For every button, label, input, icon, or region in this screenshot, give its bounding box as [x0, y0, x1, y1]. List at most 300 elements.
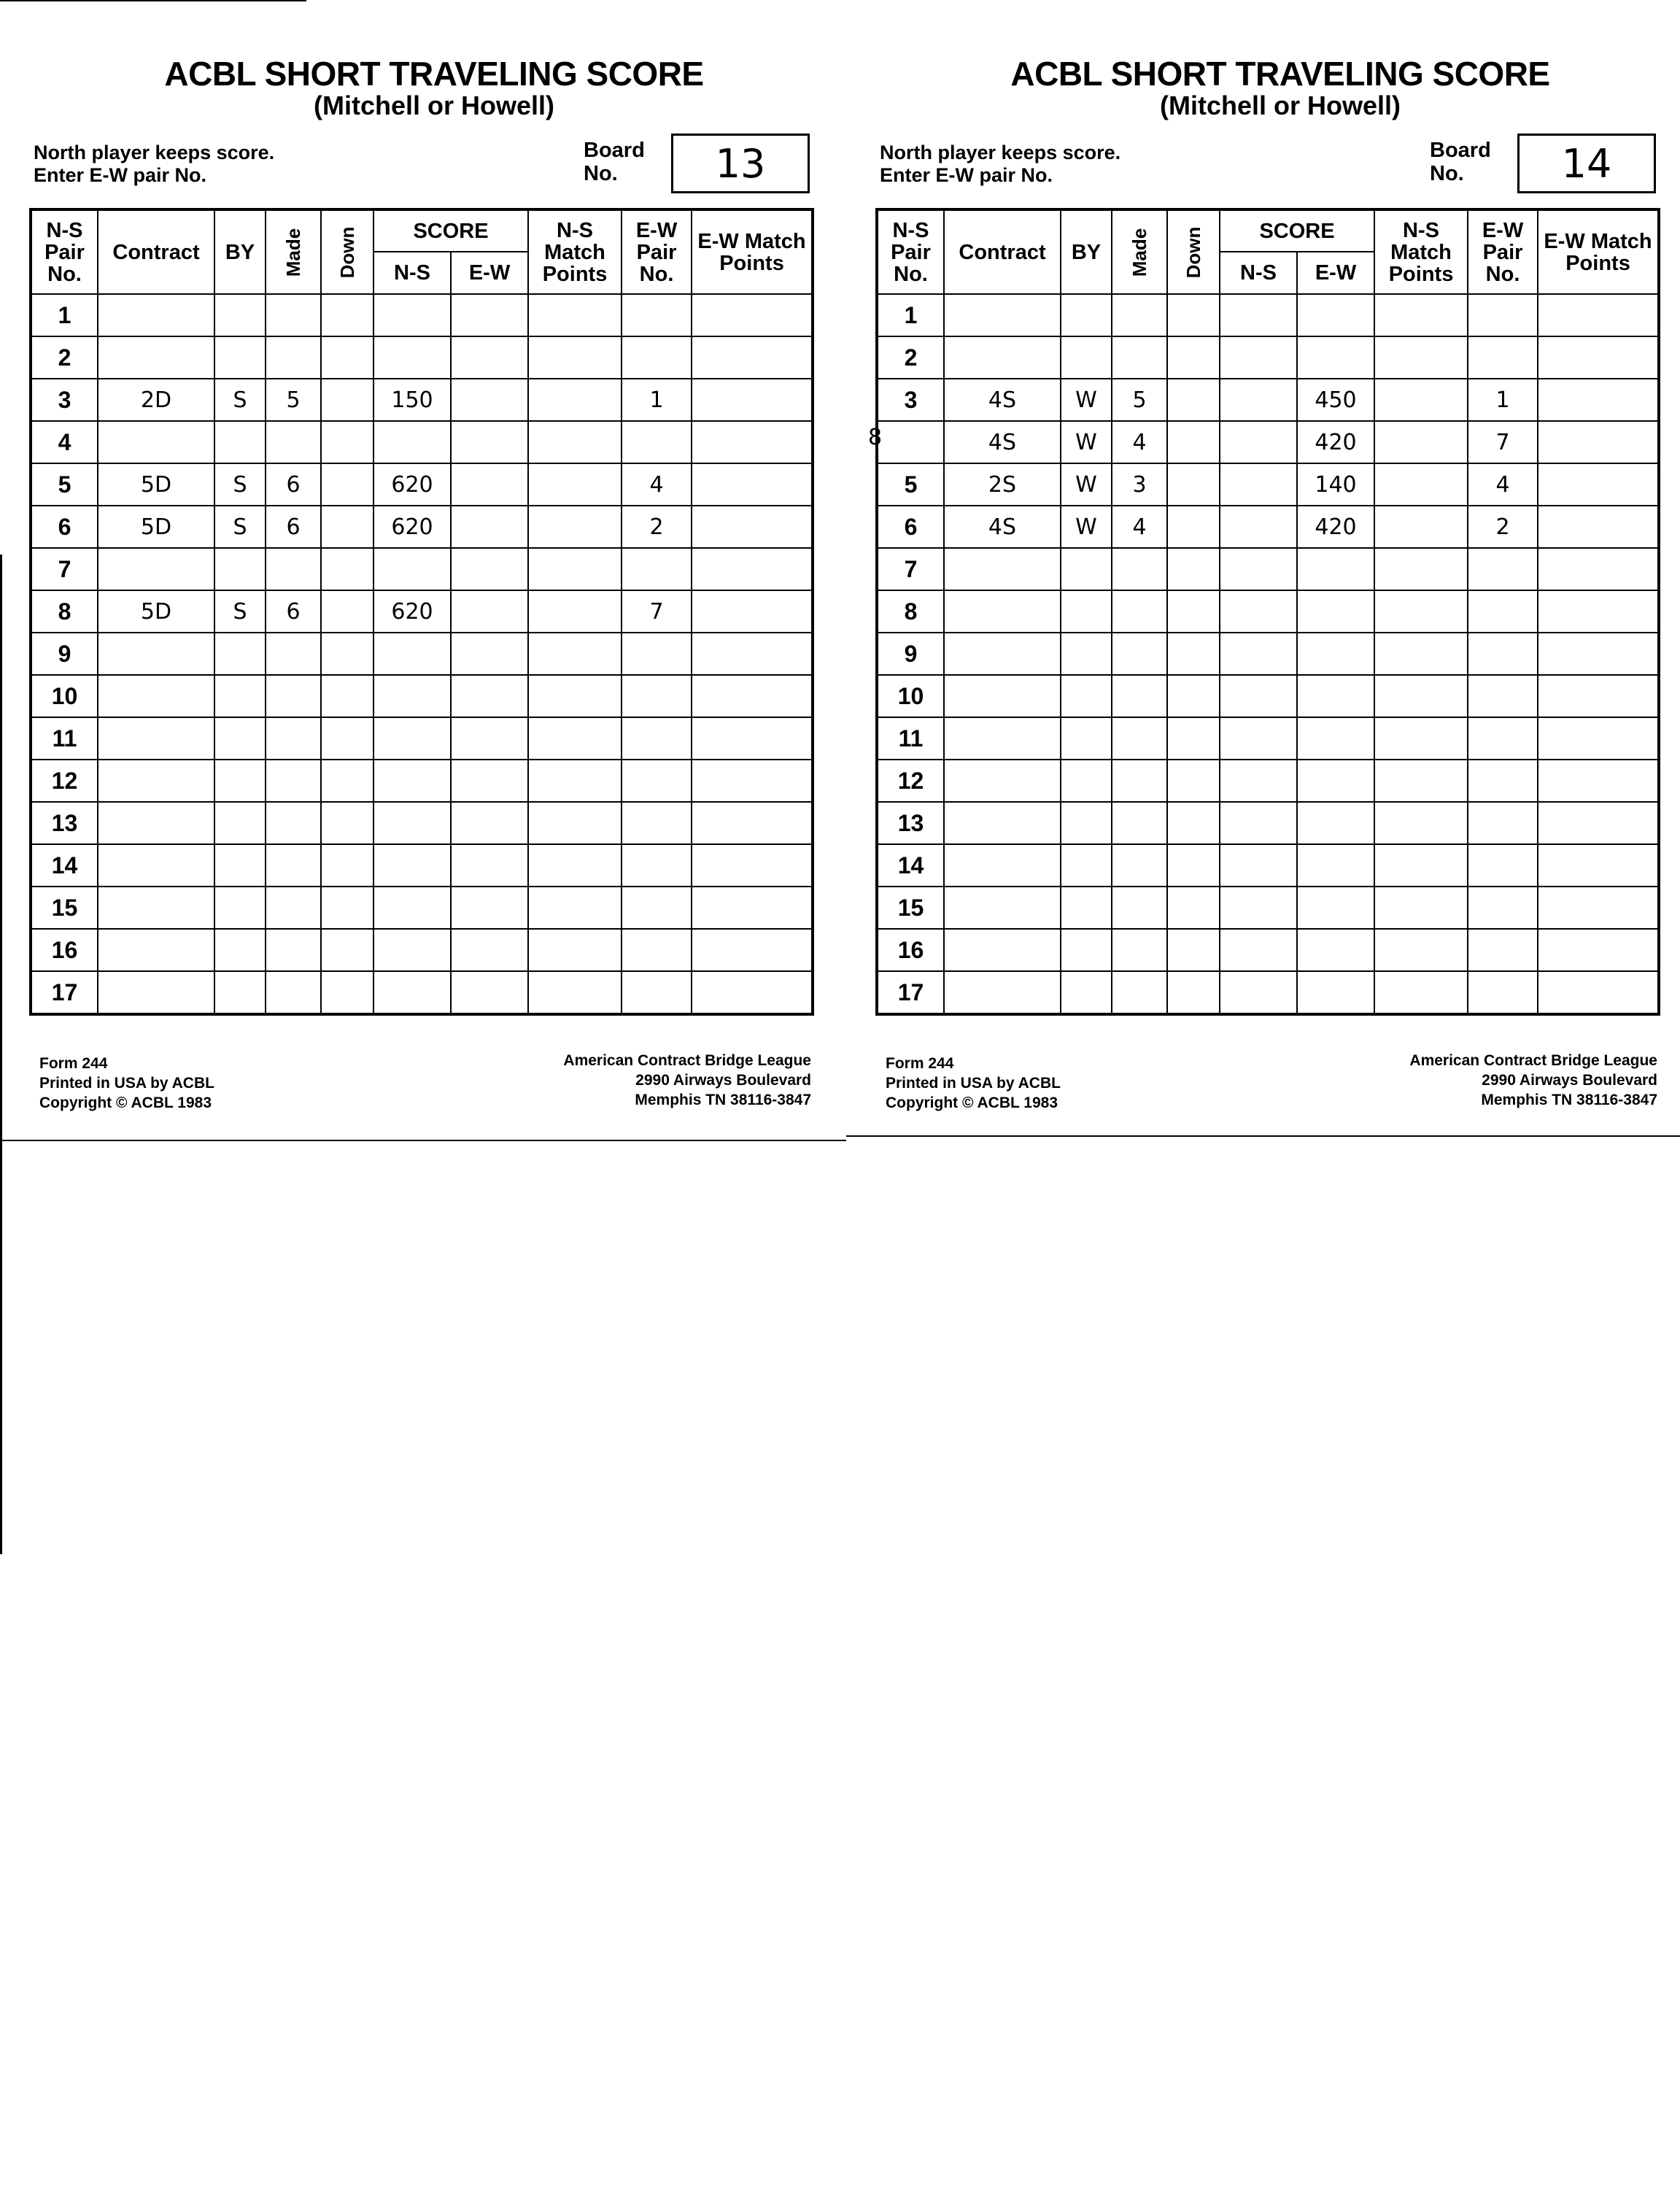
ew-pair-cell	[1468, 760, 1538, 802]
pair-number-cell: 10	[31, 675, 98, 717]
ns-match-points-cell	[528, 421, 622, 463]
contract-cell	[98, 971, 214, 1014]
declarer-cell	[1061, 802, 1112, 844]
form-number: Form 244	[886, 1055, 954, 1072]
pair-number-cell: 6	[31, 506, 98, 548]
declarer-cell	[214, 336, 266, 379]
made-cell	[1112, 717, 1167, 760]
made-cell	[1112, 548, 1167, 590]
declarer-cell: S	[214, 590, 266, 633]
ew-score-cell	[451, 548, 528, 590]
ew-pair-cell	[622, 844, 692, 887]
ns-match-points-cell	[1374, 929, 1468, 971]
header-score-ew: E-W	[451, 252, 528, 294]
ns-match-points-cell	[1374, 844, 1468, 887]
ns-score-cell	[373, 802, 451, 844]
table-row	[877, 590, 1659, 633]
ew-score-cell	[451, 336, 528, 379]
table-row	[877, 379, 1659, 421]
table-row	[877, 294, 1659, 336]
made-cell	[1112, 844, 1167, 887]
down-cell	[1167, 971, 1220, 1014]
publisher-street: 2990 Airways Boulevard	[635, 1072, 811, 1089]
declarer-cell	[1061, 294, 1112, 336]
contract-cell: 4S	[944, 421, 1061, 463]
ew-match-points-cell	[692, 336, 813, 379]
declarer-cell	[214, 717, 266, 760]
pair-number-cell: 2	[31, 336, 98, 379]
pair-number-cell: 16	[877, 929, 944, 971]
made-cell	[266, 633, 321, 675]
header-down	[1167, 209, 1220, 294]
ew-score-cell	[451, 971, 528, 1014]
ns-match-points-cell	[1374, 590, 1468, 633]
score-table	[875, 208, 1660, 1016]
pair-number-cell: 10	[877, 675, 944, 717]
contract-cell	[98, 675, 214, 717]
table-row	[877, 929, 1659, 971]
ew-pair-cell	[1468, 717, 1538, 760]
made-cell	[266, 802, 321, 844]
pair-number-cell: 3	[31, 379, 98, 421]
ns-score-cell	[1220, 971, 1297, 1014]
ns-score-cell	[373, 887, 451, 929]
contract-cell	[98, 421, 214, 463]
ew-match-points-cell	[1538, 506, 1659, 548]
score-card-board-14	[868, 0, 1680, 1138]
down-cell	[321, 929, 373, 971]
ew-match-points-cell	[1538, 421, 1659, 463]
board-number-box: 14	[1517, 134, 1656, 193]
pair-number-cell: 1	[877, 294, 944, 336]
publisher-name: American Contract Bridge League	[1409, 1052, 1657, 1069]
declarer-cell	[214, 929, 266, 971]
ew-match-points-cell	[692, 548, 813, 590]
table-row	[877, 844, 1659, 887]
ew-pair-cell	[622, 421, 692, 463]
ns-score-cell	[1220, 760, 1297, 802]
contract-cell: 2S	[944, 463, 1061, 506]
declarer-cell: W	[1061, 421, 1112, 463]
made-cell	[1112, 294, 1167, 336]
ns-match-points-cell	[528, 463, 622, 506]
ew-match-points-cell	[1538, 294, 1659, 336]
left-edge-line	[0, 555, 2, 1554]
ns-score-cell	[1220, 887, 1297, 929]
ew-score-cell	[1297, 717, 1374, 760]
down-cell	[1167, 379, 1220, 421]
ew-pair-cell	[622, 294, 692, 336]
card-subtitle: (Mitchell or Howell)	[1159, 90, 1401, 120]
made-cell	[266, 548, 321, 590]
ns-score-cell	[1220, 506, 1297, 548]
ew-score-cell	[451, 463, 528, 506]
ns-match-points-cell	[1374, 971, 1468, 1014]
ew-pair-cell: 2	[1468, 506, 1538, 548]
card-subtitle: (Mitchell or Howell)	[313, 90, 554, 120]
publisher-street: 2990 Airways Boulevard	[1482, 1072, 1657, 1089]
ns-score-cell	[1220, 421, 1297, 463]
down-cell	[321, 548, 373, 590]
header-ew-pair: E-W Pair No.	[622, 209, 692, 294]
declarer-cell	[1061, 590, 1112, 633]
ew-score-cell	[451, 675, 528, 717]
contract-cell	[944, 590, 1061, 633]
ew-pair-cell	[622, 802, 692, 844]
ew-score-cell	[1297, 294, 1374, 336]
declarer-cell	[214, 548, 266, 590]
pair-number-cell: 6	[877, 506, 944, 548]
instructions	[34, 142, 274, 187]
ew-score-cell	[451, 887, 528, 929]
made-cell	[1112, 760, 1167, 802]
ns-match-points-cell	[1374, 633, 1468, 675]
ns-score-cell: 620	[373, 590, 451, 633]
ew-pair-cell: 1	[622, 379, 692, 421]
ew-pair-cell	[1468, 336, 1538, 379]
down-cell	[321, 760, 373, 802]
down-cell	[321, 590, 373, 633]
made-cell	[1112, 675, 1167, 717]
header-made	[1112, 209, 1167, 294]
header-ew-pair: E-W Pair No.	[1468, 209, 1538, 294]
table-row	[31, 929, 813, 971]
pair-number-cell: 17	[877, 971, 944, 1014]
pair-number-cell	[877, 421, 944, 463]
ns-score-cell	[373, 633, 451, 675]
down-cell	[321, 506, 373, 548]
ew-score-cell	[451, 844, 528, 887]
declarer-cell	[214, 675, 266, 717]
ew-score-cell: 140	[1297, 463, 1374, 506]
made-cell	[266, 421, 321, 463]
down-cell	[1167, 463, 1220, 506]
ew-match-points-cell	[692, 760, 813, 802]
down-cell	[1167, 336, 1220, 379]
table-row	[31, 421, 813, 463]
declarer-cell	[1061, 675, 1112, 717]
ew-pair-cell	[622, 887, 692, 929]
ns-match-points-cell	[528, 802, 622, 844]
ew-pair-cell	[1468, 633, 1538, 675]
ew-score-cell	[1297, 633, 1374, 675]
header-ns-match-points: N-S Match Points	[528, 209, 622, 294]
declarer-cell	[1061, 971, 1112, 1014]
ew-pair-cell: 7	[622, 590, 692, 633]
ew-pair-cell	[622, 929, 692, 971]
declarer-cell	[1061, 717, 1112, 760]
pair-number-cell: 14	[31, 844, 98, 887]
pair-number-cell: 4	[31, 421, 98, 463]
ew-match-points-cell	[692, 421, 813, 463]
ew-score-cell	[451, 421, 528, 463]
ns-score-cell	[1220, 379, 1297, 421]
ew-match-points-cell	[1538, 590, 1659, 633]
ns-score-cell	[373, 929, 451, 971]
ew-pair-cell	[1468, 887, 1538, 929]
ew-score-cell	[1297, 336, 1374, 379]
ew-score-cell: 420	[1297, 421, 1374, 463]
pair-number-cell: 8	[31, 590, 98, 633]
ew-score-cell	[1297, 887, 1374, 929]
contract-cell	[944, 844, 1061, 887]
form-number: Form 244	[39, 1055, 108, 1072]
declarer-cell: W	[1061, 506, 1112, 548]
table-row	[877, 887, 1659, 929]
header-made	[266, 209, 321, 294]
pair-number-cell: 13	[877, 802, 944, 844]
declarer-cell: W	[1061, 463, 1112, 506]
ew-score-cell	[1297, 802, 1374, 844]
down-cell	[321, 887, 373, 929]
declarer-cell	[1061, 929, 1112, 971]
ew-pair-cell	[1468, 590, 1538, 633]
ew-match-points-cell	[1538, 802, 1659, 844]
table-row	[31, 717, 813, 760]
table-row	[31, 633, 813, 675]
pair-number-cell: 14	[877, 844, 944, 887]
down-cell	[1167, 929, 1220, 971]
made-cell	[1112, 802, 1167, 844]
down-cell	[321, 294, 373, 336]
made-cell	[1112, 336, 1167, 379]
ns-score-cell: 620	[373, 463, 451, 506]
table-row	[877, 463, 1659, 506]
publisher-city: Memphis TN 38116-3847	[635, 1092, 811, 1108]
ns-match-points-cell	[1374, 336, 1468, 379]
card-title: ACBL SHORT TRAVELING SCORE	[164, 55, 704, 93]
down-cell	[1167, 760, 1220, 802]
contract-cell: 5D	[98, 590, 214, 633]
ew-pair-cell	[1468, 844, 1538, 887]
publisher-info	[1409, 1051, 1657, 1110]
ew-score-cell	[451, 760, 528, 802]
ew-pair-cell	[1468, 548, 1538, 590]
ns-match-points-cell	[1374, 887, 1468, 929]
contract-cell	[98, 929, 214, 971]
ns-score-cell	[373, 675, 451, 717]
ew-score-cell: 420	[1297, 506, 1374, 548]
ew-score-cell	[1297, 844, 1374, 887]
contract-cell	[944, 548, 1061, 590]
ew-score-cell	[451, 802, 528, 844]
instructions	[880, 142, 1120, 187]
made-cell: 5	[266, 379, 321, 421]
made-cell	[266, 971, 321, 1014]
pair-number-cell: 12	[877, 760, 944, 802]
made-cell	[1112, 971, 1167, 1014]
made-cell	[1112, 887, 1167, 929]
ew-score-cell	[1297, 590, 1374, 633]
ns-score-cell	[373, 971, 451, 1014]
made-cell	[266, 294, 321, 336]
declarer-cell	[214, 844, 266, 887]
pair-number-cell: 8	[877, 590, 944, 633]
down-cell	[1167, 590, 1220, 633]
table-row	[877, 548, 1659, 590]
contract-cell	[98, 336, 214, 379]
publisher-name: American Contract Bridge League	[563, 1052, 811, 1069]
pair-number-cell: 16	[31, 929, 98, 971]
ew-pair-cell	[622, 336, 692, 379]
ns-match-points-cell	[528, 717, 622, 760]
table-row	[877, 675, 1659, 717]
made-cell: 4	[1112, 506, 1167, 548]
pair-number-cell: 11	[877, 717, 944, 760]
declarer-cell	[214, 802, 266, 844]
instruction-line: North player keeps score.	[34, 142, 275, 163]
table-row	[31, 971, 813, 1014]
ew-pair-cell	[1468, 294, 1538, 336]
made-cell	[266, 336, 321, 379]
ew-score-cell	[1297, 675, 1374, 717]
ns-match-points-cell	[528, 633, 622, 675]
pair-number-cell: 9	[877, 633, 944, 675]
made-cell: 6	[266, 463, 321, 506]
ew-score-cell	[1297, 971, 1374, 1014]
pair-number-cell: 7	[31, 548, 98, 590]
table-row	[31, 675, 813, 717]
header-ns-pair: N-S Pair No.	[31, 209, 98, 294]
contract-cell: 4S	[944, 379, 1061, 421]
declarer-cell	[214, 421, 266, 463]
table-row	[877, 633, 1659, 675]
made-cell: 3	[1112, 463, 1167, 506]
down-cell	[1167, 802, 1220, 844]
board-label-line: Board	[1430, 139, 1491, 162]
ns-match-points-cell	[528, 929, 622, 971]
ew-match-points-cell	[692, 294, 813, 336]
contract-cell	[944, 760, 1061, 802]
ew-pair-cell	[1468, 802, 1538, 844]
ns-score-cell	[373, 717, 451, 760]
pair-number-cell: 9	[31, 633, 98, 675]
contract-cell: 4S	[944, 506, 1061, 548]
ns-score-cell	[1220, 675, 1297, 717]
printed-in: Printed in USA by ACBL	[886, 1075, 1061, 1092]
ns-score-cell	[373, 421, 451, 463]
header-contract: Contract	[98, 209, 214, 294]
publisher-city: Memphis TN 38116-3847	[1481, 1092, 1657, 1108]
contract-cell	[944, 633, 1061, 675]
copyright: Copyright © ACBL 1983	[39, 1094, 212, 1111]
ns-match-points-cell	[528, 971, 622, 1014]
contract-cell: 5D	[98, 463, 214, 506]
ew-score-cell	[451, 379, 528, 421]
declarer-cell	[1061, 633, 1112, 675]
ew-match-points-cell	[1538, 633, 1659, 675]
ew-match-points-cell	[692, 717, 813, 760]
publisher-info	[563, 1051, 811, 1110]
ew-score-cell	[1297, 929, 1374, 971]
made-cell	[1112, 590, 1167, 633]
left-card-bottom-edge	[0, 1140, 846, 1141]
contract-cell	[98, 717, 214, 760]
ew-pair-cell	[622, 971, 692, 1014]
down-cell	[321, 844, 373, 887]
made-cell	[266, 717, 321, 760]
pair-number-cell: 15	[877, 887, 944, 929]
table-row	[877, 971, 1659, 1014]
table-row	[31, 844, 813, 887]
ew-match-points-cell	[1538, 675, 1659, 717]
board-label-line: No.	[584, 162, 618, 185]
pair-number-cell: 5	[877, 463, 944, 506]
ew-score-cell	[451, 506, 528, 548]
ns-match-points-cell	[1374, 760, 1468, 802]
ew-match-points-cell	[1538, 971, 1659, 1014]
table-row	[877, 421, 1659, 463]
down-cell	[1167, 717, 1220, 760]
form-info	[886, 1054, 1061, 1113]
contract-cell	[98, 844, 214, 887]
ns-match-points-cell	[528, 294, 622, 336]
ns-score-cell	[1220, 294, 1297, 336]
contract-cell	[944, 802, 1061, 844]
ew-pair-cell: 7	[1468, 421, 1538, 463]
ns-match-points-cell	[1374, 463, 1468, 506]
table-row	[31, 379, 813, 421]
ew-match-points-cell	[692, 802, 813, 844]
down-cell	[321, 675, 373, 717]
table-row	[877, 717, 1659, 760]
made-cell: 5	[1112, 379, 1167, 421]
instruction-line: North player keeps score.	[880, 142, 1121, 163]
ew-pair-cell: 1	[1468, 379, 1538, 421]
ns-score-cell	[1220, 717, 1297, 760]
ew-pair-cell	[1468, 675, 1538, 717]
header-contract: Contract	[944, 209, 1061, 294]
ns-score-cell: 620	[373, 506, 451, 548]
down-cell	[321, 463, 373, 506]
ew-match-points-cell	[692, 506, 813, 548]
ns-score-cell	[1220, 590, 1297, 633]
ew-score-cell: 450	[1297, 379, 1374, 421]
table-row	[31, 887, 813, 929]
made-cell	[266, 760, 321, 802]
header-down	[321, 209, 373, 294]
table-row	[31, 506, 813, 548]
ns-score-cell	[1220, 463, 1297, 506]
ew-pair-cell: 2	[622, 506, 692, 548]
ew-score-cell	[451, 633, 528, 675]
header-made-label: Made	[282, 228, 304, 277]
ew-match-points-cell	[692, 379, 813, 421]
ns-score-cell	[373, 844, 451, 887]
down-cell	[321, 633, 373, 675]
ew-match-points-cell	[1538, 548, 1659, 590]
ew-score-cell	[1297, 548, 1374, 590]
down-cell	[1167, 294, 1220, 336]
margin-note: 8	[868, 425, 883, 450]
ew-match-points-cell	[692, 675, 813, 717]
board-label-line: No.	[1430, 162, 1464, 185]
ns-score-cell	[373, 294, 451, 336]
ew-match-points-cell	[1538, 887, 1659, 929]
ew-pair-cell	[622, 633, 692, 675]
ew-match-points-cell	[692, 887, 813, 929]
contract-cell	[944, 717, 1061, 760]
ew-pair-cell	[622, 717, 692, 760]
declarer-cell	[1061, 887, 1112, 929]
ew-pair-cell: 4	[1468, 463, 1538, 506]
contract-cell: 2D	[98, 379, 214, 421]
header-made-label: Made	[1129, 228, 1150, 277]
table-row	[31, 548, 813, 590]
table-row	[877, 802, 1659, 844]
down-cell	[321, 971, 373, 1014]
made-cell: 6	[266, 506, 321, 548]
